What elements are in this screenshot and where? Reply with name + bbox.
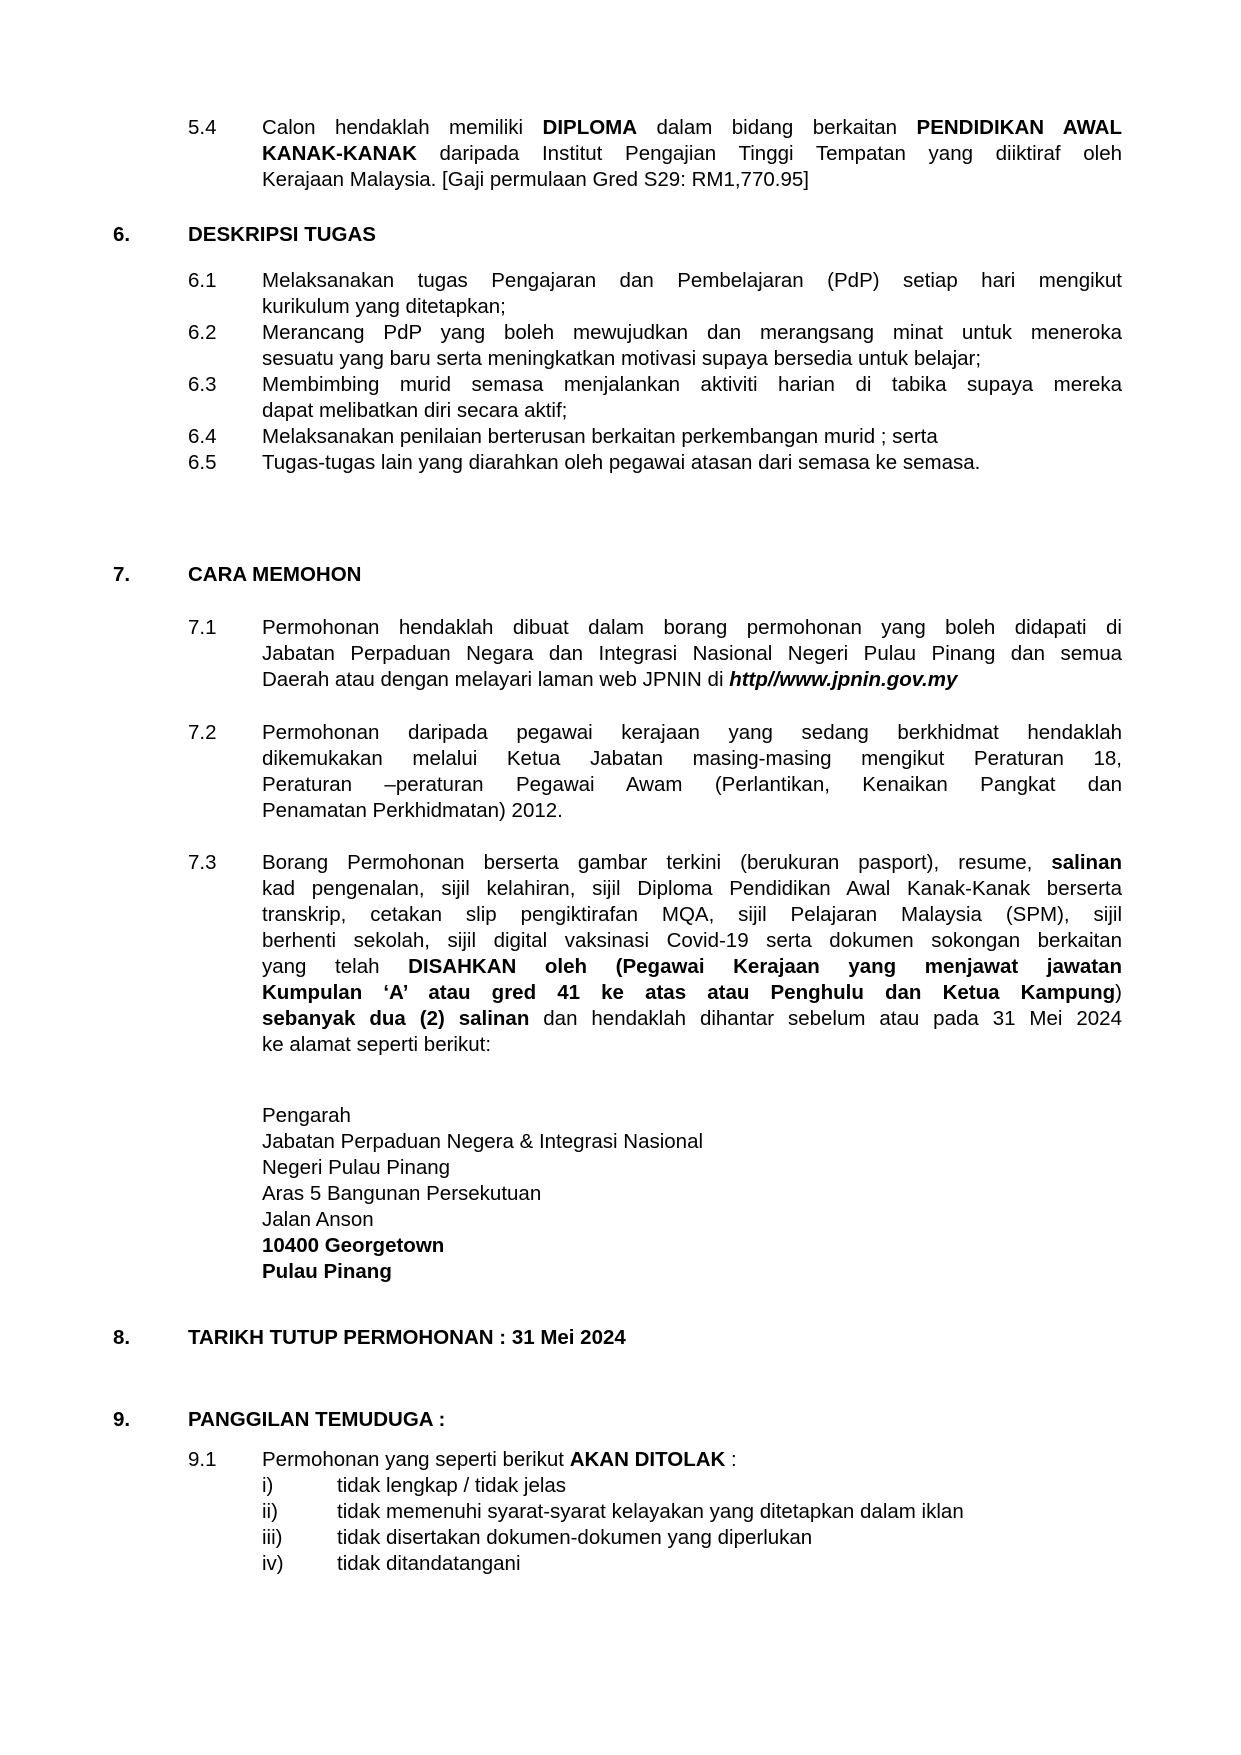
item-text: [262, 320, 1122, 372]
address-line: Jabatan Perpaduan Negera & Integrasi Nasional: [262, 1130, 704, 1153]
text-line: Permohonan daripada pegawai kerajaan yang sedang berkhidmat hendaklah: [262, 721, 1122, 744]
item-number: 6.5: [188, 451, 217, 474]
item-text: [262, 720, 1122, 824]
text-line: berhenti sekolah, sijil digital vaksinasi Covid-19 serta dokumen sokongan berkaitan: [262, 929, 1122, 952]
text-line: Merancang PdP yang boleh mewujudkan dan merangsang minat untuk meneroka: [262, 321, 1122, 344]
address-state: Pulau Pinang: [262, 1260, 392, 1283]
text-line: [262, 954, 1122, 980]
text-line: dapat melibatkan diri secara aktif;: [262, 399, 568, 422]
text-line: [262, 980, 1122, 1006]
reason-number: iv): [262, 1552, 284, 1575]
text-line: sesuatu yang baru serta meningkatkan motivasi supaya bersedia untuk belajar;: [262, 347, 982, 370]
bold-run: sebanyak dua (2) salinan: [262, 1007, 530, 1030]
address-postcode-city: 10400 Georgetown: [262, 1234, 445, 1257]
bold-run: salinan: [1051, 851, 1122, 874]
item-text: [262, 615, 1122, 693]
text-run: :: [725, 1448, 737, 1471]
item-number: 6.4: [188, 425, 217, 448]
item-number: 6.2: [188, 321, 217, 344]
text-line: [262, 667, 1122, 693]
text-run: ): [1115, 981, 1122, 1004]
text-run: dalam bidang berkaitan: [637, 116, 917, 139]
bold-run: AKAN DITOLAK: [569, 1448, 726, 1471]
bold-run: KANAK-KANAK: [262, 142, 417, 165]
text-line: Membimbing murid semasa menjalankan aktiviti harian di tabika supaya mereka: [262, 373, 1122, 396]
address-line: Pengarah: [262, 1104, 351, 1127]
reason-number: iii): [262, 1526, 283, 1549]
item-number: 7.3: [188, 851, 217, 874]
text-run: Calon hendaklah memiliki: [262, 116, 543, 139]
jpnin-website-link[interactable]: http//www.jpnin.gov.my: [729, 668, 958, 691]
text-line: [262, 115, 1122, 141]
text-line: [262, 141, 1122, 167]
text-line: kad pengenalan, sijil kelahiran, sijil Diploma Pendidikan Awal Kanak-Kanak berserta: [262, 877, 1122, 900]
text-line: dikemukakan melalui Ketua Jabatan masing-masing mengikut Peraturan 18,: [262, 747, 1122, 770]
item-number: 9.1: [188, 1448, 217, 1471]
text-line: Permohonan hendaklah dibuat dalam borang permohonan yang boleh didapati di: [262, 616, 1122, 639]
text-run: dan hendaklah dihantar sebelum atau pada 31 Mei 2024: [529, 1007, 1122, 1030]
section-title: CARA MEMOHON: [188, 563, 362, 586]
text-line: ke alamat seperti berikut:: [262, 1033, 492, 1056]
text-line: Melaksanakan tugas Pengajaran dan Pembelajaran (PdP) setiap hari mengikut: [262, 269, 1122, 292]
section-number: 8.: [113, 1326, 131, 1349]
item-text: [262, 372, 1122, 424]
bold-run: Kumpulan ‘A’ atau gred 41 ke atas atau Penghulu dan Ketua Kampung: [262, 981, 1116, 1004]
item-number: 6.3: [188, 373, 217, 396]
section-title-closing-date: TARIKH TUTUP PERMOHONAN : 31 Mei 2024: [188, 1326, 626, 1349]
text-run: daripada Institut Pengajian Tinggi Tempatan yang diiktiraf oleh: [416, 142, 1122, 165]
address-line: Jalan Anson: [262, 1208, 374, 1231]
text-line: [262, 850, 1122, 876]
reason-text: tidak ditandatangani: [337, 1552, 521, 1575]
reason-text: tidak memenuhi syarat-syarat kelayakan yang ditetapkan dalam iklan: [337, 1500, 964, 1523]
section-number: 7.: [113, 563, 131, 586]
text-line: Peraturan –peraturan Pegawai Awam (Perlantikan, Kenaikan Pangkat dan: [262, 773, 1122, 796]
item-number: 6.1: [188, 269, 217, 292]
reason-number: i): [262, 1474, 274, 1497]
text-line: Kerajaan Malaysia. [Gaji permulaan Gred S29: RM1,770.95]: [262, 168, 809, 191]
mailing-address: [262, 1103, 703, 1285]
text-run: yang telah: [262, 955, 409, 978]
address-line: Aras 5 Bangunan Persekutuan: [262, 1182, 542, 1205]
bold-run: PENDIDIKAN AWAL: [916, 116, 1122, 139]
reason-text: tidak disertakan dokumen-dokumen yang diperlukan: [337, 1526, 813, 1549]
item-text: [262, 268, 1122, 320]
item-text: [262, 115, 1122, 193]
text-line: kurikulum yang ditetapkan;: [262, 295, 506, 318]
item-text: Tugas-tugas lain yang diarahkan oleh pegawai atasan dari semasa ke semasa.: [262, 451, 981, 474]
reason-number: ii): [262, 1500, 278, 1523]
address-line: Negeri Pulau Pinang: [262, 1156, 451, 1179]
text-line: [262, 1006, 1122, 1032]
text-line: Penamatan Perkhidmatan) 2012.: [262, 799, 563, 822]
text-run: Permohonan yang seperti berikut: [262, 1448, 570, 1471]
item-text: [262, 1447, 737, 1473]
text-run: Borang Permohonan berserta gambar terkini (berukuran pasport), resume,: [262, 851, 1052, 874]
section-number: 9.: [113, 1408, 131, 1431]
section-title: PANGGILAN TEMUDUGA :: [188, 1408, 446, 1431]
reason-text: tidak lengkap / tidak jelas: [337, 1474, 567, 1497]
section-number: 6.: [113, 223, 131, 246]
item-text: Melaksanakan penilaian berterusan berkaitan perkembangan murid ; serta: [262, 425, 938, 448]
text-run: Daerah atau dengan melayari laman web JPNIN di: [262, 668, 730, 691]
text-line: transkrip, cetakan slip pengiktirafan MQA, sijil Pelajaran Malaysia (SPM), sijil: [262, 903, 1122, 926]
item-number: 7.2: [188, 721, 217, 744]
bold-run: DISAHKAN oleh (Pegawai Kerajaan yang menjawat jawatan: [408, 955, 1122, 978]
item-text: [262, 850, 1122, 1058]
item-number: 7.1: [188, 616, 217, 639]
section-title: DESKRIPSI TUGAS: [188, 223, 376, 246]
text-line: Jabatan Perpaduan Negara dan Integrasi Nasional Negeri Pulau Pinang dan semua: [262, 642, 1122, 665]
bold-run: DIPLOMA: [542, 116, 638, 139]
item-number: 5.4: [188, 116, 217, 139]
